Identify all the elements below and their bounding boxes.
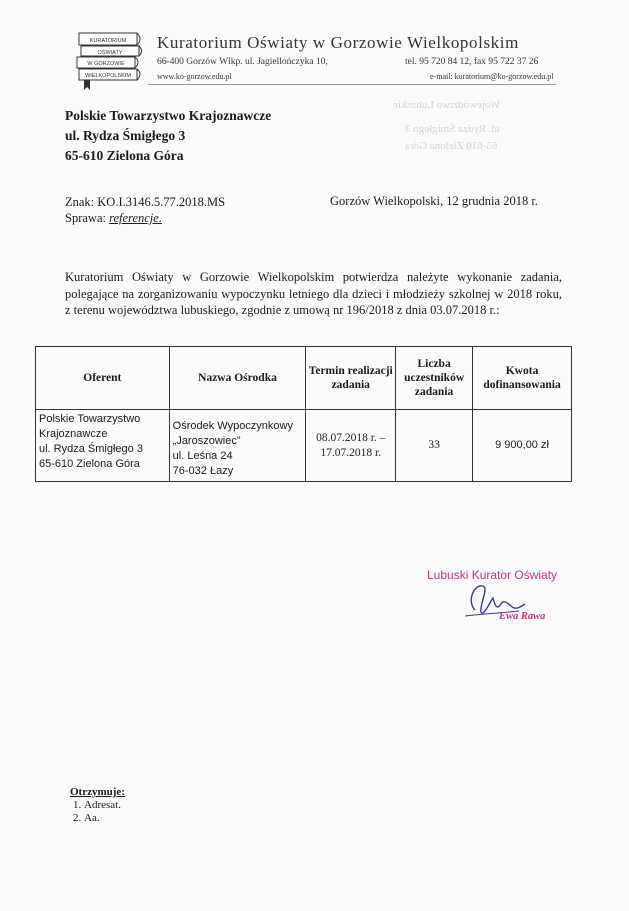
letterhead-address: 66-400 Gorzów Wlkp. ul. Jagiellończyka 10, [157, 57, 328, 67]
matter-label: Sprawa: [65, 211, 110, 225]
header-osrodek: Nazwa Ośrodka [169, 347, 306, 410]
cell-line: Polskie Towarzystwo [39, 413, 141, 425]
recipient-line: 65-610 Zielona Góra [65, 148, 184, 163]
task-table [35, 346, 572, 482]
list-item: 2. Aa. [84, 812, 125, 825]
svg-text:WIELKOPOLSKIM: WIELKOPOLSKIM [85, 73, 131, 79]
matter-value: referencje. [109, 211, 162, 225]
signature-title: Lubuski Kurator Oświaty [427, 568, 558, 582]
table-row [36, 410, 572, 482]
cell-line: 65-610 Zielona Góra [39, 458, 140, 470]
reference-block [65, 194, 225, 226]
show-through-text: ul. Rydza Śmigłego 3 [405, 123, 500, 135]
recipient-line: ul. Rydza Śmigłego 3 [65, 128, 186, 143]
svg-text:KURATORIUM: KURATORIUM [89, 38, 127, 44]
receivers-list [70, 799, 125, 825]
cell-line: Krajoznawcze [39, 428, 108, 440]
svg-text:W GORZOWIE: W GORZOWIE [87, 61, 125, 67]
recipient-address [65, 106, 271, 166]
reference-sign: Znak: KO.I.3146.5.77.2018.MS [65, 195, 226, 209]
receivers-block [70, 786, 125, 825]
letterhead-website: www.ko-gorzow.edu.pl [157, 72, 232, 81]
header-liczba: Liczba uczestników zadania [396, 347, 473, 410]
cell-line: ul. Leśna 24 [172, 450, 233, 462]
cell-line: 76-032 Łazy [172, 465, 234, 477]
cell-line: „Jaroszowiec” [172, 435, 241, 447]
list-item: 1. Adresat. [84, 799, 125, 812]
header-oferent: Oferent [36, 347, 170, 410]
show-through-text: 65-610 Zielona Góra [405, 140, 498, 152]
header-termin: Termin realizacji zadania [306, 347, 396, 410]
cell-kwota: 9 900,00 zł [473, 410, 572, 482]
letter-body: Kuratorium Oświaty w Gorzowie Wielkopolskim potwierdza należyte wykonanie zadania, polegające na zorganizowaniu wypoczynku letniego dla dzieci i młodzieży szkolnej w 2018 roku, z terenu województwa lubuskiego, zgodnie z umową nr 196/2018 z dnia 03.07.2018 r.: [65, 270, 562, 317]
letterhead-email: e-mail: kuratorium@ko-gorzow.edu.pl [430, 72, 554, 81]
letterhead-phone: tel. 95 720 84 12, fax 95 722 37 26 [405, 57, 539, 67]
kuratorium-logo [74, 30, 150, 92]
cell-osrodek [169, 410, 306, 482]
recipient-line: Polskie Towarzystwo Krajoznawcze [65, 108, 272, 123]
place-and-date: Gorzów Wielkopolski, 12 grudnia 2018 r. [330, 194, 538, 208]
receivers-heading: Otrzymuje: [70, 786, 125, 798]
svg-text:OŚWIATY: OŚWIATY [97, 50, 123, 56]
cell-line: Ośrodek Wypoczynkowy [172, 420, 293, 432]
cell-line: 08.07.2018 r. – [316, 431, 386, 444]
cell-liczba: 33 [396, 410, 473, 482]
letterhead-divider [148, 84, 556, 85]
header-kwota: Kwota dofinansowania [473, 347, 572, 410]
cell-oferent [36, 410, 170, 482]
cell-line: ul. Rydza Śmigłego 3 [39, 443, 143, 455]
table-header-row [36, 347, 572, 410]
show-through-text: Województwo Lubuskie [393, 99, 500, 111]
reference-matter [65, 210, 225, 226]
letterhead-name: Kuratorium Oświaty w Gorzowie Wielkopolskim [157, 33, 519, 52]
cell-termin [306, 410, 396, 482]
signature-name: Ewa Rawa [499, 611, 546, 622]
cell-line: 17.07.2018 r. [320, 446, 382, 459]
